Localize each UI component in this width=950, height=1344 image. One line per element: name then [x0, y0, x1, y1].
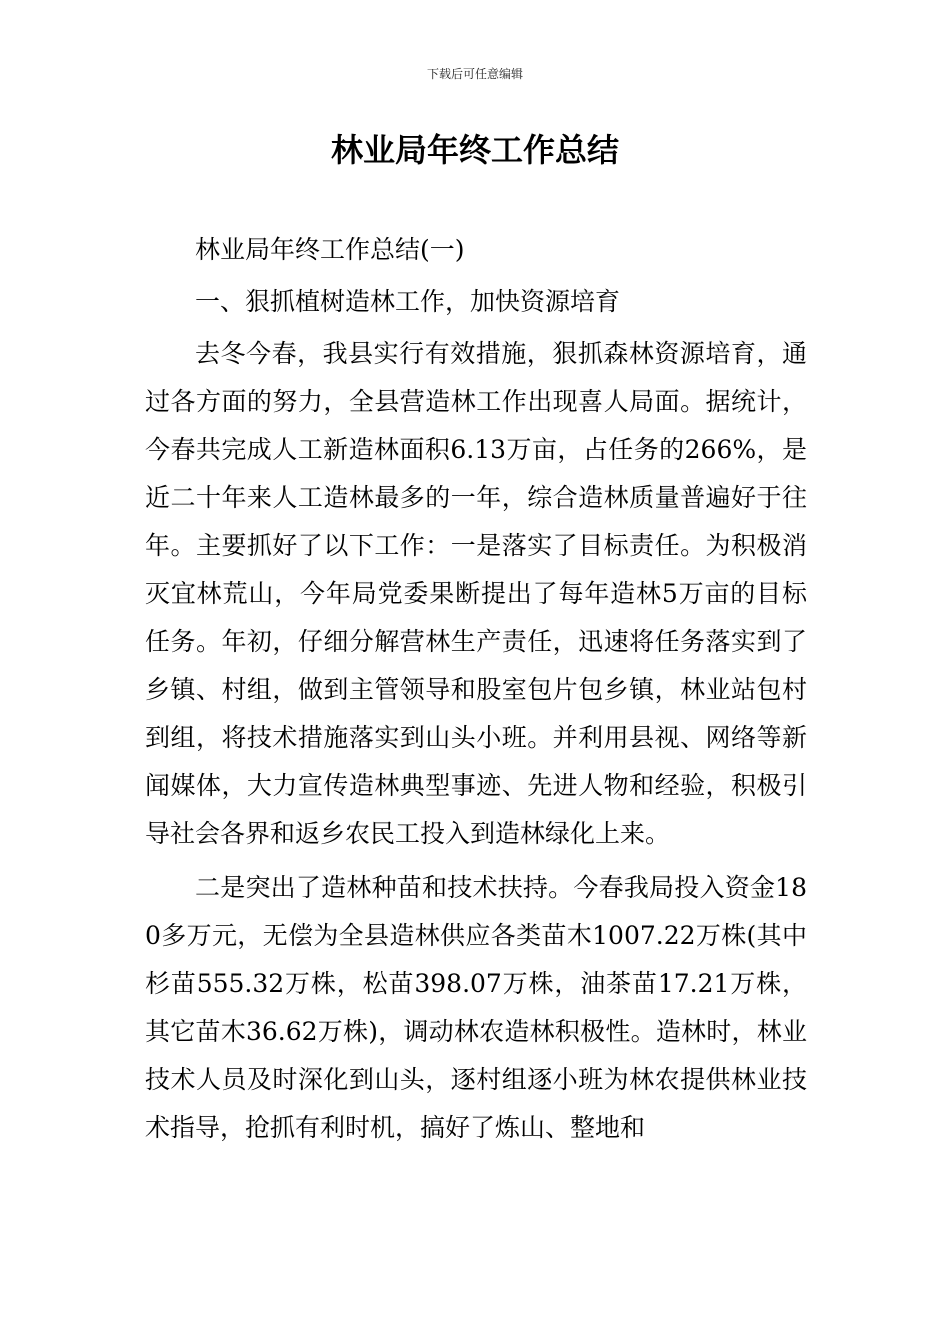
document-body — [145, 226, 807, 1152]
header-note: 下载后可任意编辑 — [426, 67, 523, 81]
body-paragraph: 去冬今春，我县实行有效措施，狠抓森林资源培育，通过各方面的努力，全县营造林工作出现喜人局面。据统计，今春共完成人工新造林面积6.13万亩，占任务的266%，是近二十年来人工造林最多的一年，综合造林质量普遍好于往年。主要抓好了以下工作：一是落实了目标责任。为积极消灭宜林荒山，今年局党委果断提出了每年造林5万亩的目标任务。年初，仔细分解营林生产责任，迅速将任务落实到了乡镇、村组，做到主管领导和股室包片包乡镇，林业站包村到组，将技术措施落实到山头小班。并利用县视、网络等新闻媒体，大力宣传造林典型事迹、先进人物和经验，积极引导社会各界和返乡农民工投入到造林绿化上来。 — [145, 339, 807, 848]
body-paragraph: 二是突出了造林种苗和技术扶持。今春我局投入资金180多万元，无偿为全县造林供应各类苗木1007.22万株(其中杉苗555.32万株，松苗398.07万株，油茶苗17.21万株，其它苗木36.62万株)，调动林农造林积极性。造林时，林业技术人员及时深化到山头，逐村组逐小班为林农提供林业技术指导，抢抓有利时机，搞好了炼山、整地和 — [145, 873, 807, 1142]
section-title: 林业局年终工作总结(一) — [195, 235, 465, 264]
document-title: 林业局年终工作总结 — [330, 131, 619, 169]
subsection-title: 一、狠抓植树造林工作，加快资源培育 — [195, 287, 621, 316]
